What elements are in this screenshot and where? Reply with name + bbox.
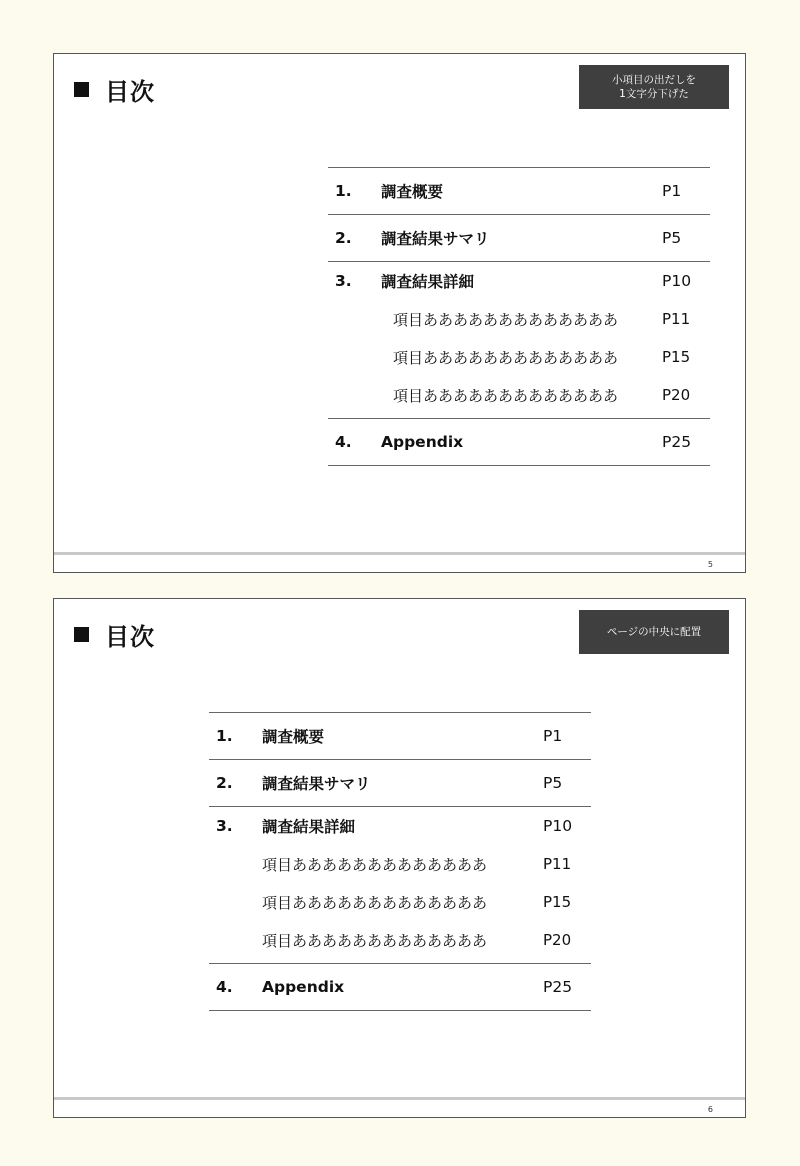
- toc-page: P25: [662, 433, 692, 451]
- toc-row: [209, 807, 591, 845]
- toc-label: 調査結果サマリ: [262, 775, 371, 793]
- toc-subpage: P15: [662, 348, 691, 366]
- toc-number: 4.: [216, 978, 233, 996]
- toc-page: P1: [543, 727, 563, 745]
- toc-label: 調査概要: [262, 728, 325, 746]
- title-square-icon: [74, 82, 89, 97]
- toc-row: [209, 760, 591, 806]
- slide-title: [74, 72, 155, 107]
- toc-section-2: [328, 214, 710, 261]
- toc-subrow: [209, 883, 591, 921]
- toc-subrow: [209, 921, 591, 959]
- toc-number: 2.: [216, 774, 233, 792]
- toc-sublabel: 項目あああああああああああああ: [393, 310, 619, 329]
- toc-page: P5: [543, 774, 563, 792]
- toc-page: P25: [543, 978, 573, 996]
- toc-section-4: [209, 963, 591, 1010]
- toc-page: P10: [662, 272, 692, 290]
- footer-divider: [54, 552, 745, 555]
- toc-section-3: [209, 806, 591, 963]
- toc-subrow: [209, 845, 591, 883]
- toc-number: 1.: [216, 727, 233, 745]
- table-of-contents: [209, 712, 591, 1011]
- toc-section-4: [328, 418, 710, 465]
- toc-page: P10: [543, 817, 573, 835]
- slide-title-text: 目次: [105, 623, 155, 651]
- toc-section-2: [209, 759, 591, 806]
- toc-number: 3.: [335, 272, 352, 290]
- toc-row: [209, 713, 591, 759]
- toc-subrow: [328, 376, 710, 414]
- footer-divider: [54, 1097, 745, 1100]
- toc-row: [328, 419, 710, 465]
- toc-sublabel: 項目あああああああああああああ: [262, 931, 488, 950]
- toc-row: [328, 168, 710, 214]
- toc-sublabel: 項目あああああああああああああ: [393, 386, 619, 405]
- page-number: 5: [707, 560, 713, 569]
- slide-title-text: 目次: [105, 78, 155, 106]
- toc-subpage: P11: [662, 310, 691, 328]
- toc-label: 調査概要: [381, 183, 444, 201]
- annotation-box: 小項目の出だしを 1文字分下げた: [579, 65, 729, 109]
- toc-label: 調査結果サマリ: [381, 230, 490, 248]
- toc-row: [328, 262, 710, 300]
- page-number: 6: [707, 1105, 713, 1114]
- toc-label: 調査結果詳細: [381, 273, 475, 291]
- toc-subrow: [328, 338, 710, 376]
- slide-page-6: [53, 598, 746, 1118]
- toc-subpage: P20: [662, 386, 691, 404]
- toc-section-3: [328, 261, 710, 418]
- toc-page: P1: [662, 182, 682, 200]
- toc-label: Appendix: [381, 433, 464, 451]
- toc-sublabel: 項目あああああああああああああ: [393, 348, 619, 367]
- toc-row: [328, 215, 710, 261]
- toc-number: 2.: [335, 229, 352, 247]
- toc-section-1: [328, 168, 710, 214]
- toc-section-1: [209, 713, 591, 759]
- toc-number: 1.: [335, 182, 352, 200]
- toc-label: Appendix: [262, 978, 345, 996]
- toc-number: 4.: [335, 433, 352, 451]
- toc-row: [209, 964, 591, 1010]
- toc-subrow: [328, 300, 710, 338]
- table-of-contents: [328, 167, 710, 466]
- slide-title: [74, 617, 155, 652]
- title-square-icon: [74, 627, 89, 642]
- toc-page: P5: [662, 229, 682, 247]
- toc-subpage: P11: [543, 855, 572, 873]
- toc-sublabel: 項目あああああああああああああ: [262, 893, 488, 912]
- toc-subpage: P20: [543, 931, 572, 949]
- annotation-box: ページの中央に配置: [579, 610, 729, 654]
- slide-page-5: [53, 53, 746, 573]
- toc-label: 調査結果詳細: [262, 818, 356, 836]
- toc-subpage: P15: [543, 893, 572, 911]
- toc-number: 3.: [216, 817, 233, 835]
- toc-sublabel: 項目あああああああああああああ: [262, 855, 488, 874]
